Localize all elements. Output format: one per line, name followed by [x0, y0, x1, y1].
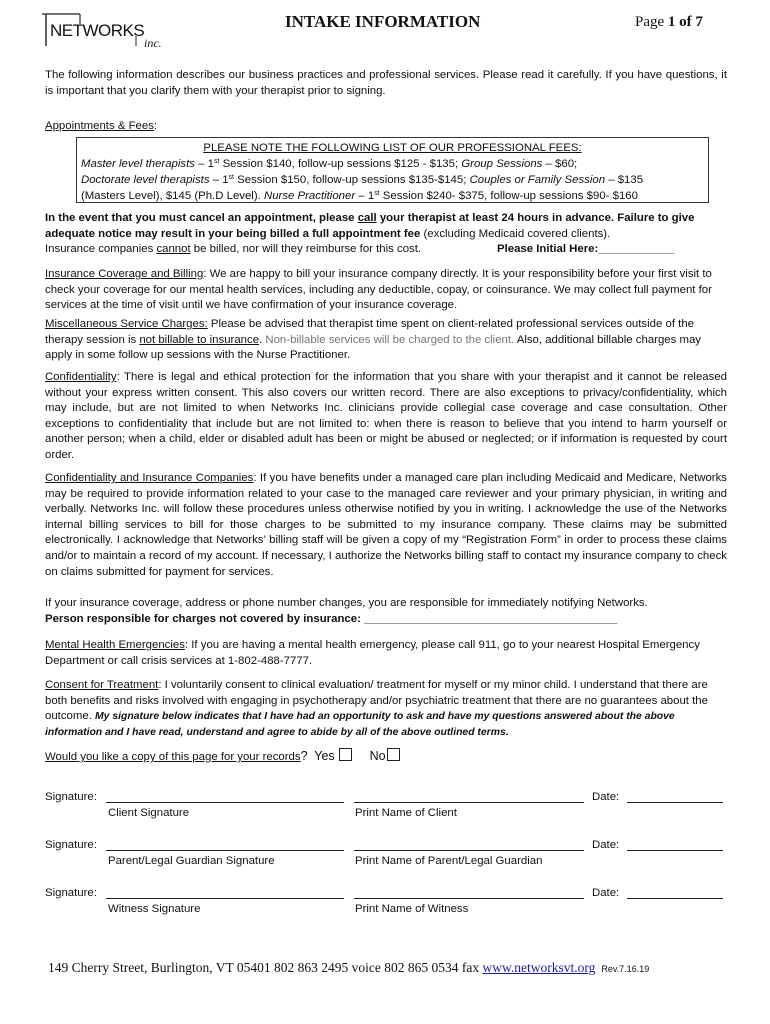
- client-print-name-line[interactable]: [354, 802, 584, 803]
- emergency-section: Mental Health Emergencies: If you are having a mental health emergency, please call 911, go to your nearest Hospital Emergency Department or call crisis services at 1-802-488-7777.: [45, 639, 700, 667]
- logo-graphic: [40, 10, 175, 50]
- client-print-caption: Print Name of Client: [355, 807, 457, 819]
- fee-note: PLEASE NOTE THE FOLLOWING LIST OF OUR PROFESSIONAL FEES:: [203, 142, 582, 154]
- client-signature-line[interactable]: [106, 802, 344, 803]
- insurance-heading: Insurance Coverage and Billing: [45, 268, 204, 280]
- page-of: of: [679, 14, 692, 30]
- yes-label: Yes: [314, 749, 335, 763]
- page-total: 7: [695, 14, 703, 30]
- page-title: INTAKE INFORMATION: [285, 12, 481, 31]
- consent-heading: Consent for Treatment: [45, 679, 159, 691]
- call-emphasis: call: [357, 212, 377, 224]
- fee-line-doctorate: Doctorate level therapists – 1st Session $150, follow-up sessions $135-$145; Couples or Family Session – $135: [81, 174, 644, 186]
- guardian-signature-line[interactable]: [106, 850, 344, 851]
- client-date-line[interactable]: [627, 802, 723, 803]
- consent-section: Consent for Treatment: I voluntarily consent to clinical evaluation/ treatment for myself or my minor child. I understand that there are both benefits and risks involved with engaging in psychotherapy and/or psychiatric treatment that there are no guarantees about the outcome. My signature below indicates that I have had an opportunity to ask and have my questions answered about the above information and I have read, understand and agree to abide by all of the above outlined terms.: [45, 679, 708, 738]
- witness-print-name-line[interactable]: [354, 898, 584, 899]
- signature-row-witness: Signature: Date: Witness Signature Print Name of Witness: [45, 887, 727, 921]
- page-current: 1: [667, 14, 676, 30]
- conf-insurance-heading: Confidentiality and Insurance Companies: [45, 472, 254, 484]
- ordinal-suffix: st: [374, 190, 380, 197]
- logo-suffix: inc.: [144, 36, 162, 50]
- client-signature-caption: Client Signature: [108, 807, 190, 819]
- changes-text: If your insurance coverage, address or phone number changes, you are responsible for immediately notifying Networks.: [45, 597, 648, 609]
- witness-print-caption: Print Name of Witness: [355, 903, 469, 915]
- witness-date-line[interactable]: [627, 898, 723, 899]
- appointments-heading-text: Appointments & Fees: [45, 120, 154, 132]
- guardian-print-caption: Print Name of Parent/Legal Guardian: [355, 855, 543, 867]
- signature-row-guardian: Signature: Date: Parent/Legal Guardian Signature Print Name of Parent/Legal Guardian: [45, 839, 727, 873]
- responsible-party-field[interactable]: Person responsible for charges not covered by insurance: ________________________________________: [45, 612, 618, 625]
- guardian-print-name-line[interactable]: [354, 850, 584, 851]
- signature-row-client: Signature: Date: Client Signature Print Name of Client: [45, 791, 727, 825]
- logo-text: NETWORKS: [50, 21, 145, 40]
- footer: [48, 960, 649, 976]
- website-link[interactable]: www.networksvt.org: [482, 960, 596, 975]
- emergency-heading: Mental Health Emergencies: [45, 639, 185, 651]
- misc-heading: Miscellaneous Service Charges:: [45, 318, 208, 330]
- witness-signature-line[interactable]: [106, 898, 344, 899]
- confidentiality-heading: Confidentiality: [45, 371, 117, 383]
- ordinal-suffix: st: [228, 174, 234, 181]
- footer-address: 149 Cherry Street, Burlington, VT 05401 802 863 2495 voice 802 865 0534 fax: [48, 960, 483, 975]
- insurance-section: Insurance Coverage and Billing: We are happy to bill your insurance company directly. It is your responsibility before your first visit to check your coverage for our mental health services, including any deductible, copay, or coinsurance. We may collect full payment for services at the time of visit until we have confirmation of your insurance coverage.: [45, 268, 712, 312]
- ordinal-suffix: st: [213, 158, 220, 165]
- initial-here-field[interactable]: Please Initial Here:____________: [497, 243, 675, 256]
- confidentiality-section: Confidentiality: There is legal and ethical protection for the information that you share with your therapist and it cannot be released without your express written consent. This also covers our written record. There are also exceptions to privacy/confidentiality, which may include, but are not limited to when Networks Inc. clinicians provide collegial case coverage and case consultation. Other exceptions to confidentiality that include but are not limited to: when there is reason to believe that you intend to harm yourself or another person; when a child, elder or disabled adult has been or might be abused or neglected; or if information is requested by court order.: [45, 371, 727, 461]
- conf-insurance-section: Confidentiality and Insurance Companies: If you have benefits under a managed care plan including Medicaid and Medicare, Networks may be required to provide information related to your case to the managed care reviewer and your primary physician, in writing and verbally. Networks Inc. will follow these procedures unless otherwise notified by you in writing. I acknowledge the use of the Networks internal billing services to bill for those charges to be submitted to my insurance company. These claims may be submitted electronically. I acknowledge that Networks’ billing staff will be given a copy of my “Registration Form” in order to process these claims and/or to maintain a record of my account. If necessary, I authorize the Networks billing staff to contact my insurance company to check on claims submitted for payment for services.: [45, 472, 727, 578]
- networks-logo: [40, 10, 175, 50]
- guardian-date-line[interactable]: [627, 850, 723, 851]
- changes-section: [45, 596, 727, 627]
- page-number: [635, 14, 703, 31]
- copy-question: Would you like a copy of this page for your records? Yes No: [45, 748, 727, 766]
- copy-question-text: Would you like a copy of this page for your records: [45, 751, 301, 763]
- fee-line-master: Master level therapists – 1st Session $140, follow-up sessions $125 - $135; Group Sessions – $60;: [81, 158, 578, 170]
- appointments-heading: Appointments & Fees:: [45, 120, 158, 132]
- no-checkbox[interactable]: [387, 748, 400, 761]
- consent-acknowledgement: My signature below indicates that I have had an opportunity to ask and have my questions answered about the above information and I have read, understand and agree to abide by all of the above outlined terms.: [45, 711, 675, 738]
- intro-paragraph: The following information describes our business practices and professional services. Please read it carefully. If you have questions, it is important that you clarify them with your therapist prior to signing.: [45, 69, 727, 97]
- page-prefix: Page: [635, 14, 665, 30]
- guardian-signature-caption: Parent/Legal Guardian Signature: [108, 855, 275, 867]
- cancellation-policy: In the event that you must cancel an appointment, please call your therapist at least 24 hours in advance. Failure to give adequate notice may result in your being billed a full appointment fee (excluding Medicaid covered clients). Insurance companies cannot be billed, nor will they reimburse for this cost. Please Initial Here:____________: [45, 211, 727, 258]
- no-label: No: [369, 749, 386, 763]
- yes-checkbox[interactable]: [339, 748, 352, 761]
- fee-box: [76, 137, 709, 203]
- witness-signature-caption: Witness Signature: [108, 903, 201, 915]
- revision-label: Rev.7.16.19: [601, 964, 650, 974]
- misc-charges-section: Miscellaneous Service Charges: Please be advised that therapist time spent on client-related professional services outside of the therapy session is not billable to insurance. Non-billable services will be charged to the client. Also, additional billable charges may apply in some follow up sessions with the Nurse Practitioner.: [45, 318, 701, 362]
- fee-line-np: (Masters Level), $145 (Ph.D Level). Nurse Practitioner – 1st Session $240- $375, follow-up sessions $90- $160: [81, 190, 638, 202]
